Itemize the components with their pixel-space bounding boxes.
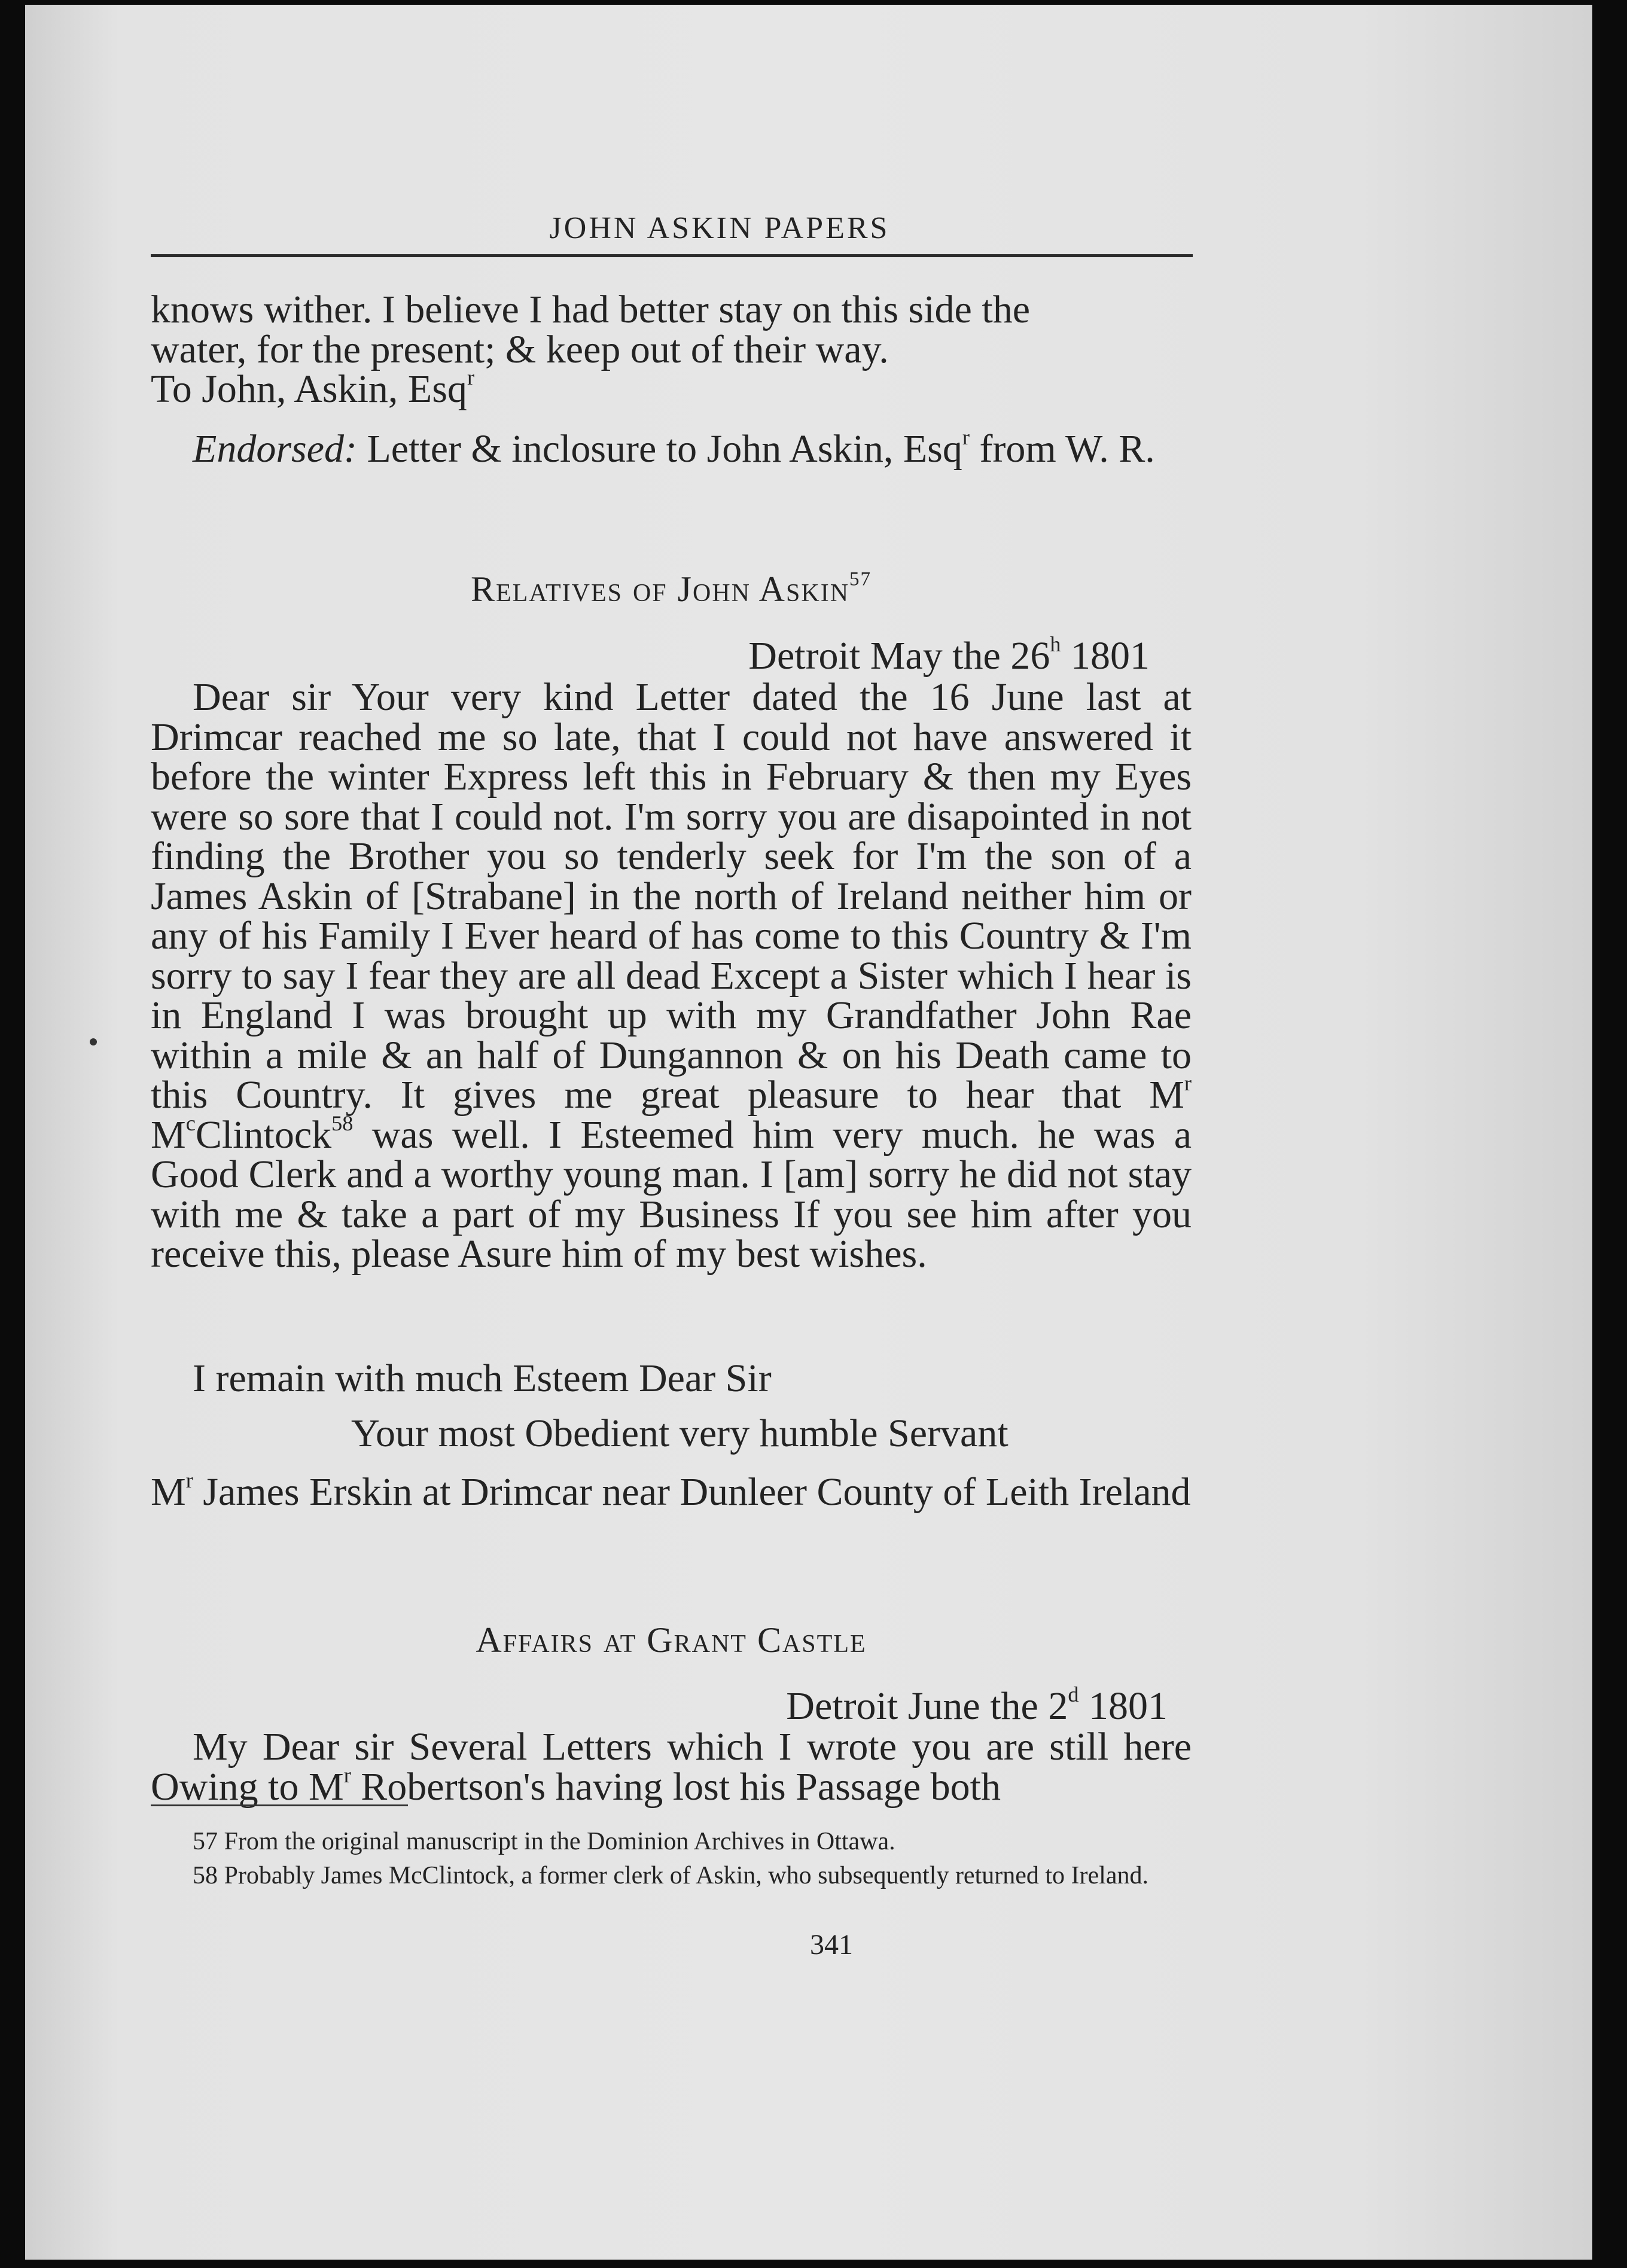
footnote-58: 58 Probably James McClintock, a former clerk of Askin, who subsequently returned to Ireland. bbox=[193, 1862, 1148, 1889]
ink-dot bbox=[90, 1038, 97, 1045]
dateline: Detroit May the 26$^h$ 1801 bbox=[748, 632, 1150, 678]
page-number: 341 bbox=[810, 1929, 853, 1961]
endorsed-label: Endorsed: bbox=[193, 427, 357, 471]
dateline-2: Detroit June the 2$^d$ 1801 bbox=[786, 1682, 1168, 1728]
letter-body-2: My Dear sir Several Letters which I wrote you are still here Owing to $M^r$ Robertson's having lost his Passage both bbox=[151, 1725, 1192, 1809]
running-header: JOHN ASKIN PAPERS bbox=[151, 209, 1193, 257]
text-line: knows wither. I believe I had better stay on this side the bbox=[151, 288, 1030, 331]
address-line: To John, Askin, Esq$^r$ bbox=[151, 365, 475, 411]
addressee: $M^r$ James Erskin at Drimcar near Dunleer County of Leith Ireland bbox=[151, 1468, 1191, 1514]
text-line: water, for the present; & keep out of their way. bbox=[151, 327, 889, 371]
closing: I remain with much Esteem Dear Sir bbox=[193, 1356, 772, 1400]
continued-letter bbox=[151, 290, 1192, 410]
footnote-rule bbox=[151, 1804, 408, 1806]
letter-body: Dear sir Your very kind Letter dated the 16 June last at Drimcar reached me so late, that I could not have answered it before the winter Express left this in February & then my Eyes were so sore that I could not. I'm sorry you are disapointed in not finding the Brother you so tenderly seek for I'm the son of a James Askin of [Strabane] in the north of Ireland neither him or any of his Family I Ever heard of has come to this Country & I'm sorry to say I fear they are all dead Except a Sister which I hear is in England I was brought up with my Grandfather John Rae within a mile & an half of Dungannon & on his Death came to this Country. It gives me great pleasure to hear that $M^r$ $M^cClintock^{58}$ was well. I Esteemed him very much. he was a Good Clerk and a worthy young man. I [am] sorry he did not stay with me & take a part of my Business If you see him after you receive this, please Asure him of my best wishes. bbox=[151, 675, 1192, 1276]
footnote-57: 57 From the original manuscript in the Dominion Archives in Ottawa. bbox=[193, 1828, 895, 1855]
endorsement: Endorsed: Letter & inclosure to John Askin, Esq$^r$ from W. R. bbox=[193, 425, 1155, 471]
signoff: Your most Obedient very humble Servant bbox=[351, 1412, 1009, 1455]
section-heading-grant-castle: Affairs at Grant Castle bbox=[476, 1620, 867, 1660]
section-heading-relatives: Relatives of John Askin$^{57}$ bbox=[470, 568, 872, 609]
